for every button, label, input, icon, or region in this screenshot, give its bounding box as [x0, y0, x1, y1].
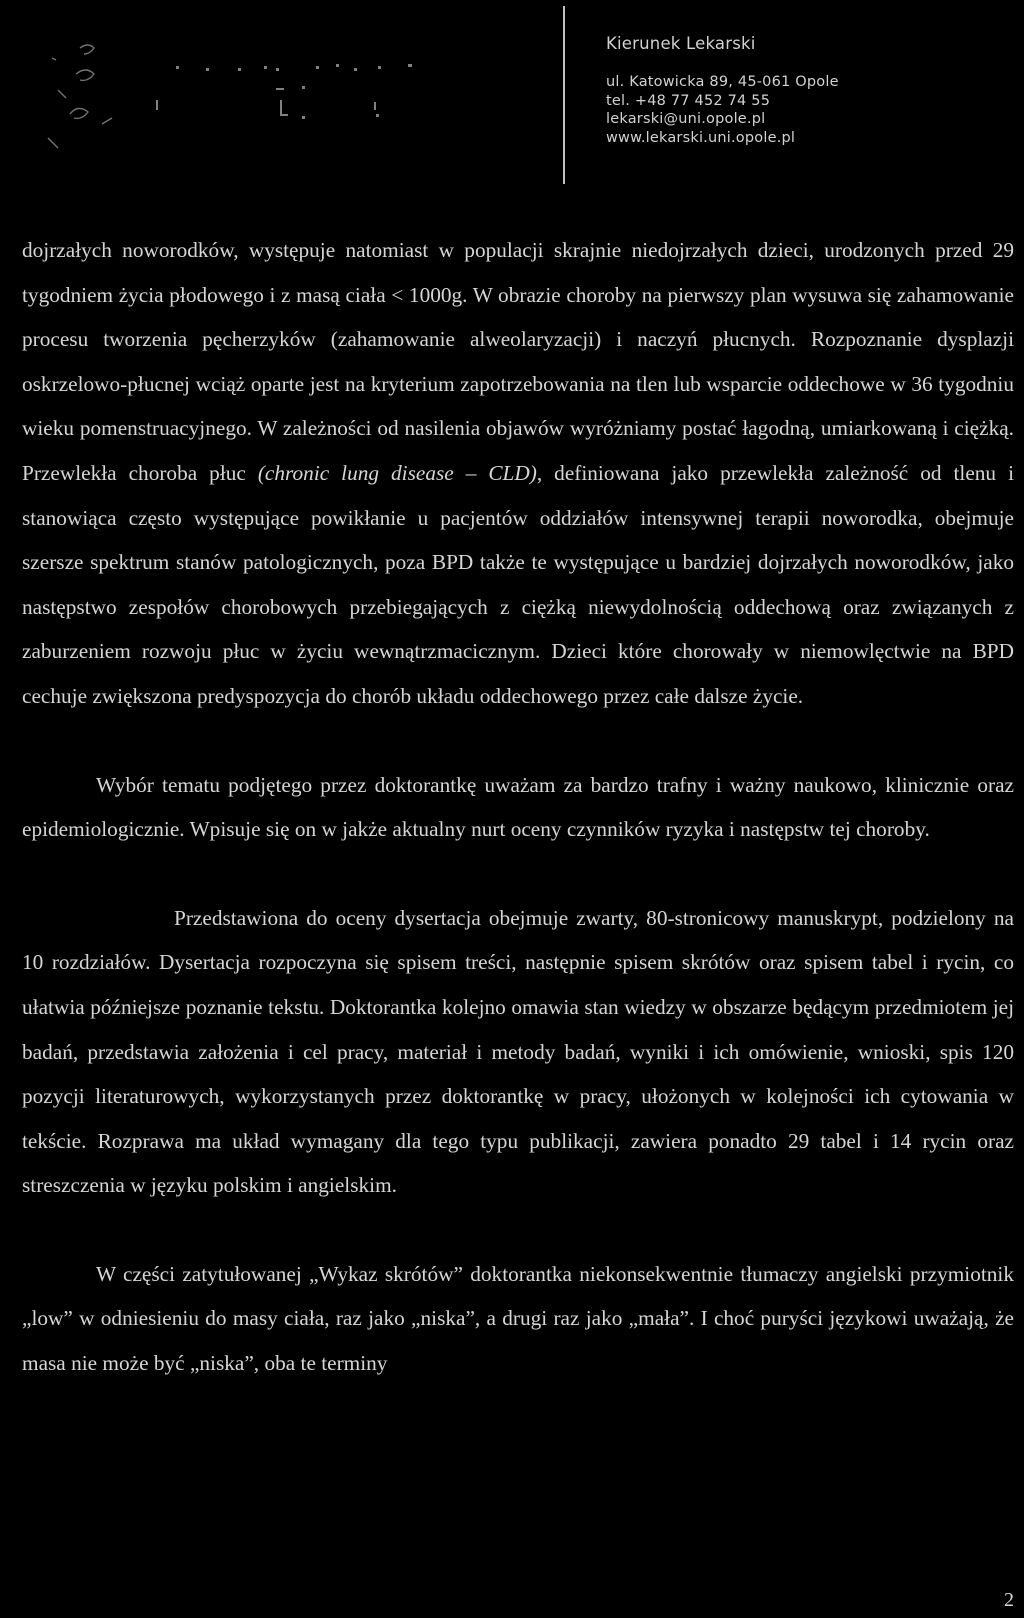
paragraph-3: Przedstawiona do oceny dysertacja obejmuje zwarty, 80-stronicowy manuskrypt, podzielony na 10 rozdziałów. Dysertacja rozpoczyna się spisem treści, następnie spisem skrótów oraz spisem tabel i rycin, co ułatwia późniejsze poznanie tekstu. Doktorantka kolejno omawia stan wiedzy w obszarze będącym przedmiotem jej badań, przedstawia założenia i cel pracy, materiał i metody badań, wyniki i ich omówienie, wnioski, spis 120 pozycji literaturowych, wykorzystanych przez doktorantkę w pracy, ułożonych w kolejności ich cytowania w tekście. Rozprawa ma układ wymagany dla tego typu publikacji, zawiera ponadto 29 tabel i 14 rycin oraz streszczenia w języku polskim i angielskim.: [22, 905, 1014, 1198]
paragraph-1-part-a: dojrzałych noworodków, występuje natomiast w populacji skrajnie niedojrzałych dzieci, urodzonych przed 29 tygodniem życia płodowego i z masą ciała < 1000g. W obrazie choroby na pierwszy plan wysuwa się zahamowanie procesu tworzenia pęcherzyków (zahamowanie alweolaryzacji) i naczyń płucnych. Rozpoznanie dysplazji oskrzelowo-płucnej wciąż oparte jest na kryterium zapotrzebowania na tlen lub wsparcie oddechowe w 36 tygodniu wieku pomenstruacyjnego. W zależności od nasilenia objawów wyróżniamy postać łagodną, umiarkowaną i ciężką. Przewlekła choroba płuc: [22, 238, 1014, 485]
paragraph-4: W części zatytułowanej „Wykaz skrótów” doktorantka niekonsekwentnie tłumaczy angielski przymiotnik „low” w odniesieniu do masy ciała, raz jako „niska”, a drugi raz jako „mała”. I choć puryści językowi uważają, że masa nie może być „niska”, oba te terminy: [22, 1261, 1014, 1376]
page-number: 2: [1004, 1589, 1014, 1611]
website: www.lekarski.uni.opole.pl: [606, 129, 796, 146]
phone: tel. +48 77 452 74 55: [606, 92, 771, 109]
letterhead-contact: [606, 34, 839, 147]
email: lekarski@uni.opole.pl: [606, 111, 766, 127]
university-logo: [40, 28, 480, 158]
body-text: [22, 228, 1014, 1386]
paragraph-2: Wybór tematu podjętego przez doktorantkę uważam za bardzo trafny i ważny naukowo, klinicznie oraz epidemiologicznie. Wpisuje się on w jakże aktualny nurt oceny czynników ryzyka i następstw tej choroby.: [22, 772, 1014, 842]
header-divider: [563, 6, 565, 184]
paragraph-1-italic: (chronic lung disease – CLD): [257, 460, 537, 485]
paragraph-1-part-b: , definiowana jako przewlekła zależność od tlenu i stanowiąca często występujące powikłanie u pacjentów oddziałów intensywnej terapii noworodka, obejmuje szersze spektrum stanów patologicznych, poza BPD także te występujące u bardziej dojrzałych noworodków, jako następstwo zespołów chorobowych przebiegających z ciężką niewydolnością oddechową oraz związanych z zaburzeniem rozwoju płuc w życiu wewnątrzmacicznym. Dzieci które chorowały w niemowlęctwie na BPD cechuje zwiększona predyspozycja do chorób układu oddechowego przez całe dalsze życie.: [22, 460, 1014, 708]
address: ul. Katowicka 89, 45-061 Opole: [606, 74, 839, 90]
unit-name: Kierunek Lekarski: [606, 34, 756, 53]
paragraph-1: [22, 228, 1014, 719]
